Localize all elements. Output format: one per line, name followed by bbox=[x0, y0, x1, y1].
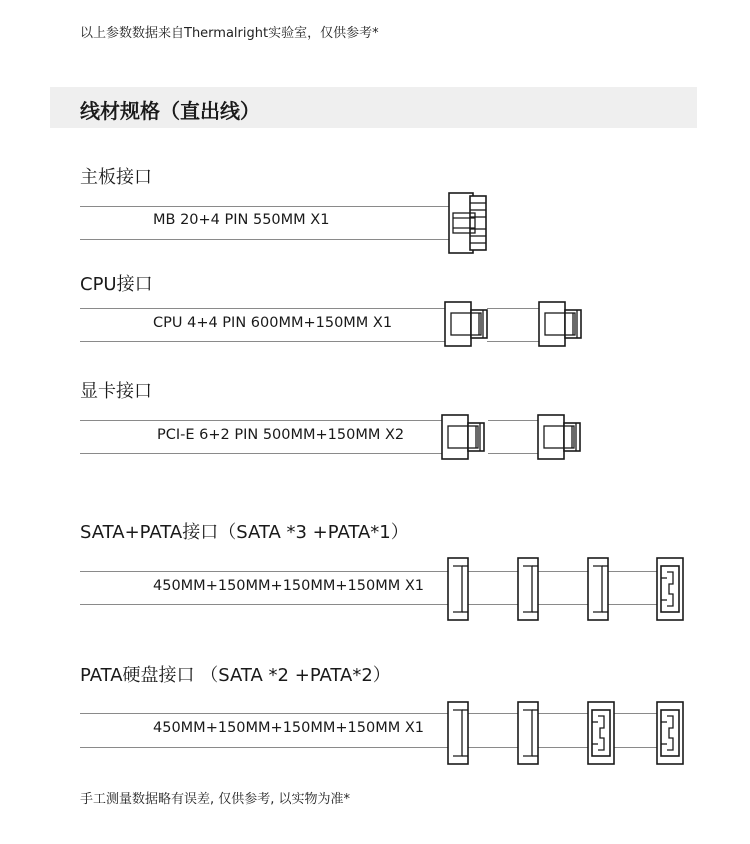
cable-label-gpu: 显卡接口 bbox=[80, 381, 152, 402]
pata-connector-icon bbox=[588, 702, 614, 764]
cpu-4pin-connector-icon bbox=[539, 302, 581, 346]
sata-connector-icon bbox=[518, 702, 538, 764]
header-note: 以上参数数据来自Thermalright实验室，仅供参考* bbox=[80, 26, 379, 41]
pata-connector-icon bbox=[657, 702, 683, 764]
footer-note: 手工测量数据略有误差, 仅供参考, 以实物为准* bbox=[80, 792, 351, 807]
sata-connector-icon bbox=[518, 558, 538, 620]
mb-24pin-connector-icon bbox=[449, 193, 486, 253]
pcie-6pin-connector-icon bbox=[538, 415, 580, 459]
cpu-8pin-connector-icon bbox=[445, 302, 487, 346]
cable-spec-mb: MB 20+4 PIN 550MM X1 bbox=[153, 212, 330, 228]
cable-label-pata: PATA硬盘接口 （SATA *2 +PATA*2） bbox=[80, 665, 391, 686]
cable-label-sata-pata: SATA+PATA接口（SATA *3 +PATA*1） bbox=[80, 522, 409, 543]
cable-spec-pata: 450MM+150MM+150MM+150MM X1 bbox=[153, 720, 425, 736]
sata-connector-icon bbox=[448, 702, 468, 764]
cable-label-cpu: CPU接口 bbox=[80, 274, 153, 295]
sata-connector-icon bbox=[588, 558, 608, 620]
cable-spec-gpu: PCI-E 6+2 PIN 500MM+150MM X2 bbox=[157, 427, 405, 443]
cable-spec-sata-pata: 450MM+150MM+150MM+150MM X1 bbox=[153, 578, 425, 594]
cable-spec-cpu: CPU 4+4 PIN 600MM+150MM X1 bbox=[153, 315, 393, 331]
cable-label-mb: 主板接口 bbox=[80, 167, 152, 188]
pcie-8pin-connector-icon bbox=[442, 415, 484, 459]
sata-connector-icon bbox=[448, 558, 468, 620]
pata-connector-icon bbox=[657, 558, 683, 620]
section-title: 线材规格（直出线） bbox=[80, 99, 260, 123]
